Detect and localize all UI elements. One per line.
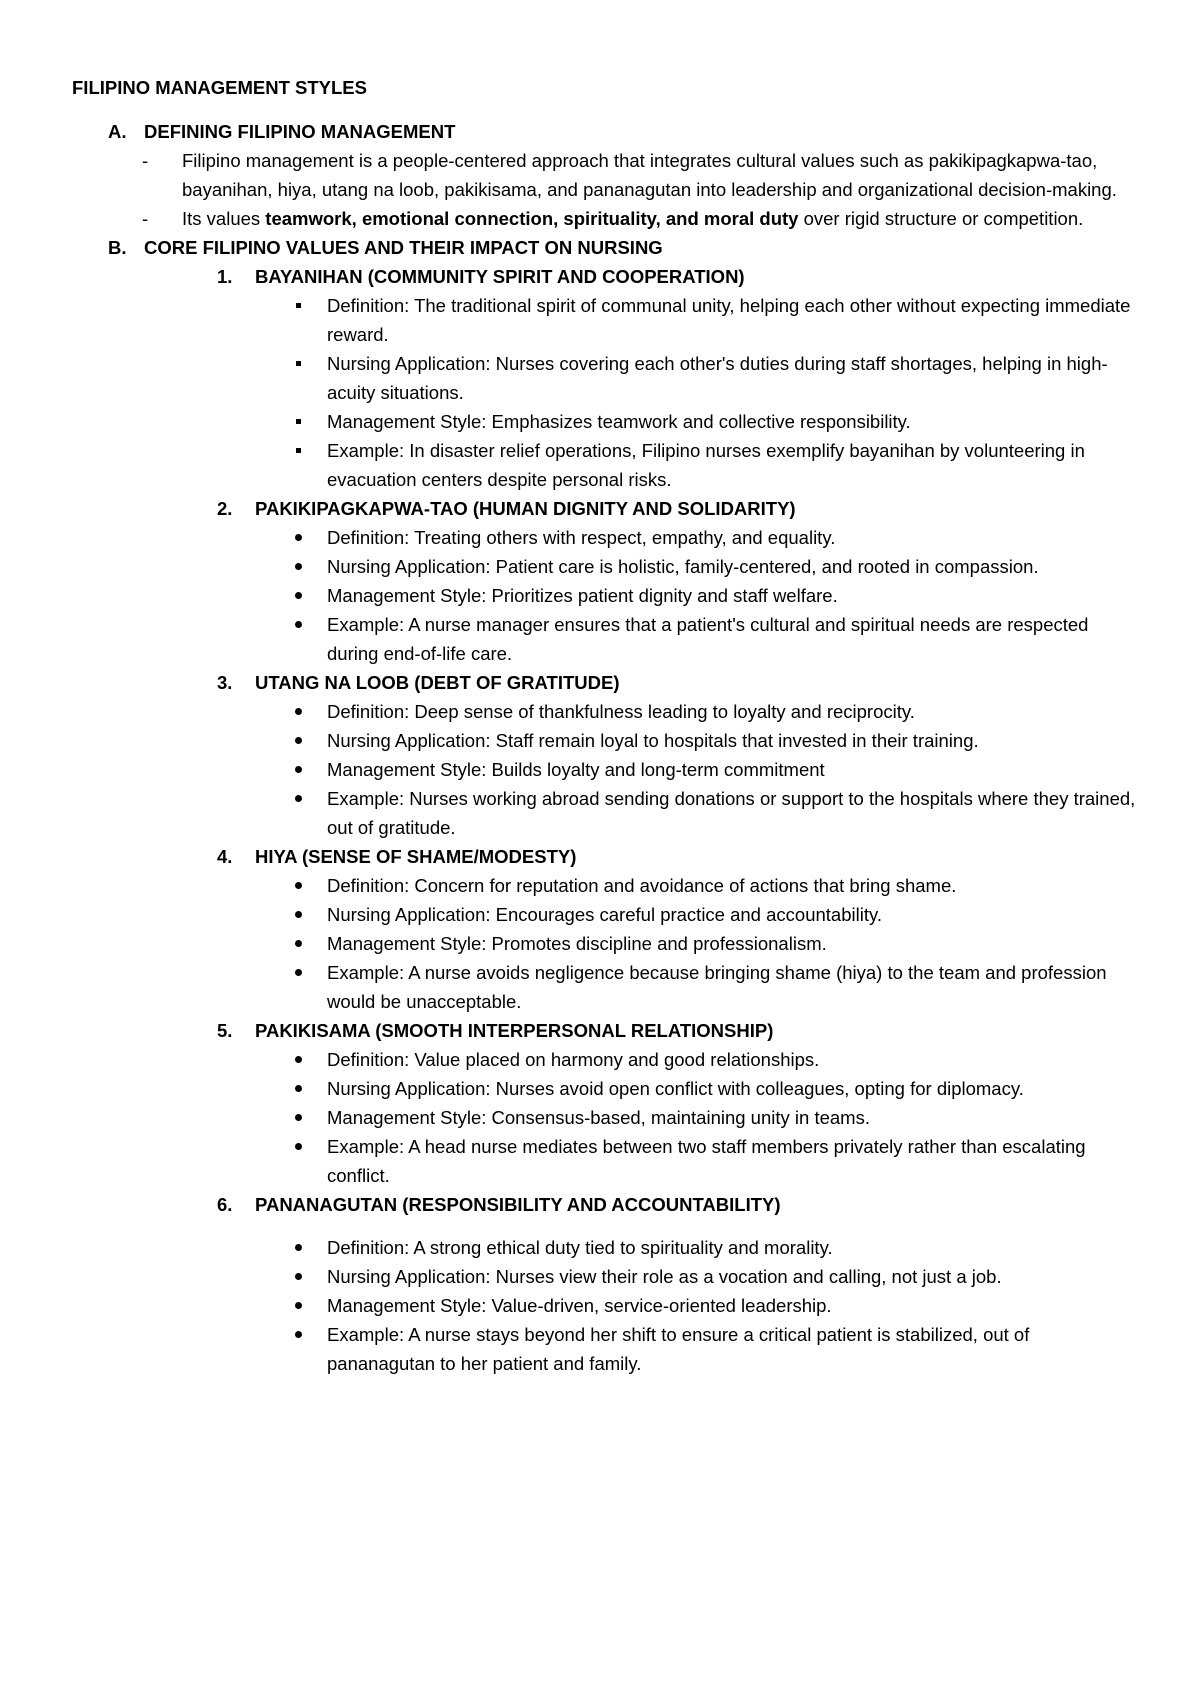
bullet-text: Management Style: Promotes discipline and professionalism. xyxy=(327,933,827,954)
section-a-item-1-text: Filipino management is a people-centered approach that integrates cultural values such as pakikipagkapwa-tao, bayanihan, hiya, utang na loob, pakikisama, and pananagutan into leadership and organizational decision-making. xyxy=(182,150,1117,200)
list-item xyxy=(72,581,1140,610)
bullet-text: Nursing Application: Encourages careful practice and accountability. xyxy=(327,904,882,925)
bullet-text: Management Style: Value-driven, service-oriented leadership. xyxy=(327,1295,832,1316)
section-a-item-1 xyxy=(72,146,1140,204)
list-item xyxy=(72,726,1140,755)
list-item xyxy=(72,1074,1140,1103)
section-a-title: DEFINING FILIPINO MANAGEMENT xyxy=(144,121,456,142)
value-6-number: 6. xyxy=(217,1194,233,1215)
round-bullet-icon xyxy=(292,784,304,813)
section-a-item-2-bold: teamwork, emotional connection, spirituality, and moral duty xyxy=(265,208,799,229)
bullet-text: Example: In disaster relief operations, Filipino nurses exemplify bayanihan by volunteering in evacuation centers despite personal risks. xyxy=(327,440,1085,490)
value-1-title: BAYANIHAN (COMMUNITY SPIRIT AND COOPERATION) xyxy=(255,266,745,287)
round-bullet-icon xyxy=(292,1103,304,1132)
bullet-text: Example: Nurses working abroad sending donations or support to the hospitals where they trained, out of gratitude. xyxy=(327,788,1136,838)
value-1-heading xyxy=(72,262,1140,291)
round-bullet-icon xyxy=(292,1233,304,1262)
list-item xyxy=(72,407,1140,436)
round-bullet-icon xyxy=(292,581,304,610)
value-1-number: 1. xyxy=(217,266,233,287)
round-bullet-icon xyxy=(292,958,304,987)
bullet-text: Example: A nurse avoids negligence because bringing shame (hiya) to the team and profession would be unacceptable. xyxy=(327,962,1107,1012)
section-a-item-2-suffix: over rigid structure or competition. xyxy=(798,208,1084,229)
list-item xyxy=(72,784,1140,842)
value-4-heading xyxy=(72,842,1140,871)
bullet-text: Nursing Application: Nurses view their role as a vocation and calling, not just a job. xyxy=(327,1266,1002,1287)
bullet-text: Definition: Concern for reputation and avoidance of actions that bring shame. xyxy=(327,875,957,896)
round-bullet-icon xyxy=(292,552,304,581)
value-5-number: 5. xyxy=(217,1020,233,1041)
round-bullet-icon xyxy=(292,900,304,929)
round-bullet-icon xyxy=(292,1045,304,1074)
square-bullet-icon xyxy=(292,407,304,436)
document-title: FILIPINO MANAGEMENT STYLES xyxy=(72,77,367,98)
list-item xyxy=(72,1320,1140,1378)
square-bullet-icon xyxy=(292,349,304,378)
list-item xyxy=(72,697,1140,726)
bullet-text: Management Style: Emphasizes teamwork and collective responsibility. xyxy=(327,411,911,432)
square-bullet-icon xyxy=(292,291,304,320)
bullet-text: Definition: A strong ethical duty tied to spirituality and morality. xyxy=(327,1237,833,1258)
bullet-text: Definition: Value placed on harmony and good relationships. xyxy=(327,1049,820,1070)
list-item xyxy=(72,1291,1140,1320)
bullet-text: Definition: The traditional spirit of communal unity, helping each other without expecting immediate reward. xyxy=(327,295,1131,345)
round-bullet-icon xyxy=(292,726,304,755)
list-item xyxy=(72,552,1140,581)
list-item xyxy=(72,1233,1140,1262)
dash-marker: - xyxy=(142,208,149,229)
list-item xyxy=(72,349,1140,407)
round-bullet-icon xyxy=(292,1291,304,1320)
bullet-text: Nursing Application: Nurses avoid open conflict with colleagues, opting for diplomacy. xyxy=(327,1078,1024,1099)
list-item xyxy=(72,755,1140,784)
round-bullet-icon xyxy=(292,755,304,784)
value-5-title: PAKIKISAMA (SMOOTH INTERPERSONAL RELATIONSHIP) xyxy=(255,1020,774,1041)
bullet-text: Definition: Deep sense of thankfulness leading to loyalty and reciprocity. xyxy=(327,701,915,722)
square-bullet-icon xyxy=(292,436,304,465)
round-bullet-icon xyxy=(292,871,304,900)
blank-line xyxy=(72,1219,1140,1233)
list-item xyxy=(72,958,1140,1016)
list-item xyxy=(72,900,1140,929)
round-bullet-icon xyxy=(292,523,304,552)
value-3-number: 3. xyxy=(217,672,233,693)
bullet-text: Management Style: Consensus-based, maintaining unity in teams. xyxy=(327,1107,870,1128)
list-item xyxy=(72,291,1140,349)
list-item xyxy=(72,929,1140,958)
value-2-heading xyxy=(72,494,1140,523)
value-6-heading xyxy=(72,1190,1140,1219)
section-a-heading xyxy=(72,117,1140,146)
section-b-letter: B. xyxy=(108,237,127,258)
section-b-title: CORE FILIPINO VALUES AND THEIR IMPACT ON NURSING xyxy=(144,237,663,258)
list-item xyxy=(72,523,1140,552)
bullet-text: Definition: Treating others with respect, empathy, and equality. xyxy=(327,527,836,548)
bullet-text: Management Style: Prioritizes patient dignity and staff welfare. xyxy=(327,585,838,606)
value-4-title: HIYA (SENSE OF SHAME/MODESTY) xyxy=(255,846,577,867)
list-item xyxy=(72,871,1140,900)
value-5-heading xyxy=(72,1016,1140,1045)
round-bullet-icon xyxy=(292,697,304,726)
list-item xyxy=(72,1132,1140,1190)
round-bullet-icon xyxy=(292,1132,304,1161)
dash-marker: - xyxy=(142,150,149,171)
section-a-item-2-prefix: Its values xyxy=(182,208,266,229)
section-a xyxy=(72,117,1140,1378)
list-item xyxy=(72,1262,1140,1291)
section-b-heading xyxy=(72,233,1140,262)
value-4-number: 4. xyxy=(217,846,233,867)
list-item xyxy=(72,1103,1140,1132)
value-3-title: UTANG NA LOOB (DEBT OF GRATITUDE) xyxy=(255,672,620,693)
bullet-text: Nursing Application: Patient care is holistic, family-centered, and rooted in compassion. xyxy=(327,556,1039,577)
bullet-text: Example: A head nurse mediates between two staff members privately rather than escalating conflict. xyxy=(327,1136,1086,1186)
bullet-text: Nursing Application: Staff remain loyal to hospitals that invested in their training. xyxy=(327,730,979,751)
value-2-title: PAKIKIPAGKAPWA-TAO (HUMAN DIGNITY AND SOLIDARITY) xyxy=(255,498,796,519)
round-bullet-icon xyxy=(292,610,304,639)
list-item xyxy=(72,436,1140,494)
section-a-item-2 xyxy=(72,204,1140,233)
value-6-title: PANANAGUTAN (RESPONSIBILITY AND ACCOUNTABILITY) xyxy=(255,1194,781,1215)
bullet-text: Nursing Application: Nurses covering each other's duties during staff shortages, helping in high-acuity situations. xyxy=(327,353,1108,403)
round-bullet-icon xyxy=(292,929,304,958)
list-item xyxy=(72,1045,1140,1074)
bullet-text: Example: A nurse stays beyond her shift to ensure a critical patient is stabilized, out of pananagutan to her patient and family. xyxy=(327,1324,1030,1374)
round-bullet-icon xyxy=(292,1262,304,1291)
bullet-text: Management Style: Builds loyalty and long-term commitment xyxy=(327,759,825,780)
section-a-letter: A. xyxy=(108,121,127,142)
round-bullet-icon xyxy=(292,1074,304,1103)
value-2-number: 2. xyxy=(217,498,233,519)
value-3-heading xyxy=(72,668,1140,697)
bullet-text: Example: A nurse manager ensures that a patient's cultural and spiritual needs are respected during end-of-life care. xyxy=(327,614,1089,664)
round-bullet-icon xyxy=(292,1320,304,1349)
list-item xyxy=(72,610,1140,668)
